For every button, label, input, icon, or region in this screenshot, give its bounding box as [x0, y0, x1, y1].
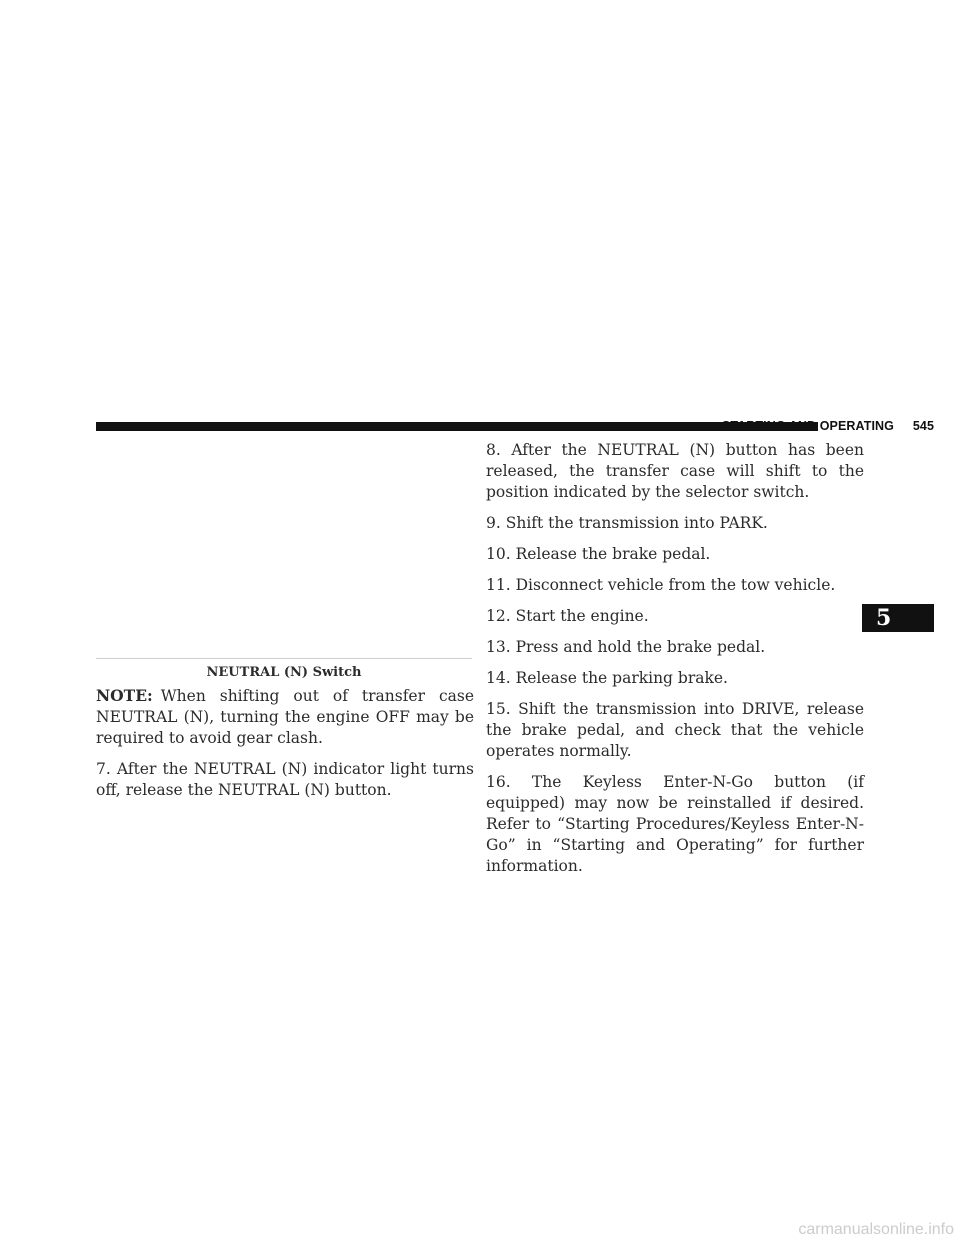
step-12: 12. Start the engine. — [486, 607, 649, 625]
figure-divider — [96, 658, 472, 659]
figure-image — [96, 440, 472, 656]
step-11: 11. Disconnect vehicle from the tow vehicle. — [486, 576, 836, 594]
step-7: 7. After the NEUTRAL (N) indicator light turns off, release the NEUTRAL (N) button. — [96, 760, 474, 799]
step-16: 16. The Keyless Enter-N-Go button (if equipped) may now be reinstalled if desired. Refer to “Starting Procedures/Keyless Enter-N-Go” in “Starting and Operating” for further information. — [486, 773, 864, 875]
chapter-tab: 5 — [862, 604, 934, 632]
left-column — [96, 685, 474, 811]
step-13: 13. Press and hold the brake pedal. — [486, 638, 766, 656]
note-label: NOTE: — [96, 686, 153, 705]
note-text: When shifting out of transfer case NEUTRAL (N), turning the engine OFF may be required to avoid gear clash. — [96, 687, 474, 747]
page-number: 545 — [912, 419, 934, 433]
step-10: 10. Release the brake pedal. — [486, 545, 711, 563]
step-14: 14. Release the parking brake. — [486, 669, 728, 687]
figure-caption: NEUTRAL (N) Switch — [206, 665, 362, 680]
header-rule — [96, 422, 818, 431]
step-15: 15. Shift the transmission into DRIVE, release the brake pedal, and check that the vehicle operates normally. — [486, 700, 864, 760]
note-paragraph — [96, 685, 474, 749]
step-9: 9. Shift the transmission into PARK. — [486, 514, 768, 532]
section-title: STARTING AND OPERATING — [721, 419, 894, 433]
step-8: 8. After the NEUTRAL (N) button has been released, the transfer case will shift to the position indicated by the selector switch. — [486, 441, 864, 501]
watermark: carmanualsonline.info — [798, 1221, 954, 1238]
right-column — [486, 440, 864, 887]
